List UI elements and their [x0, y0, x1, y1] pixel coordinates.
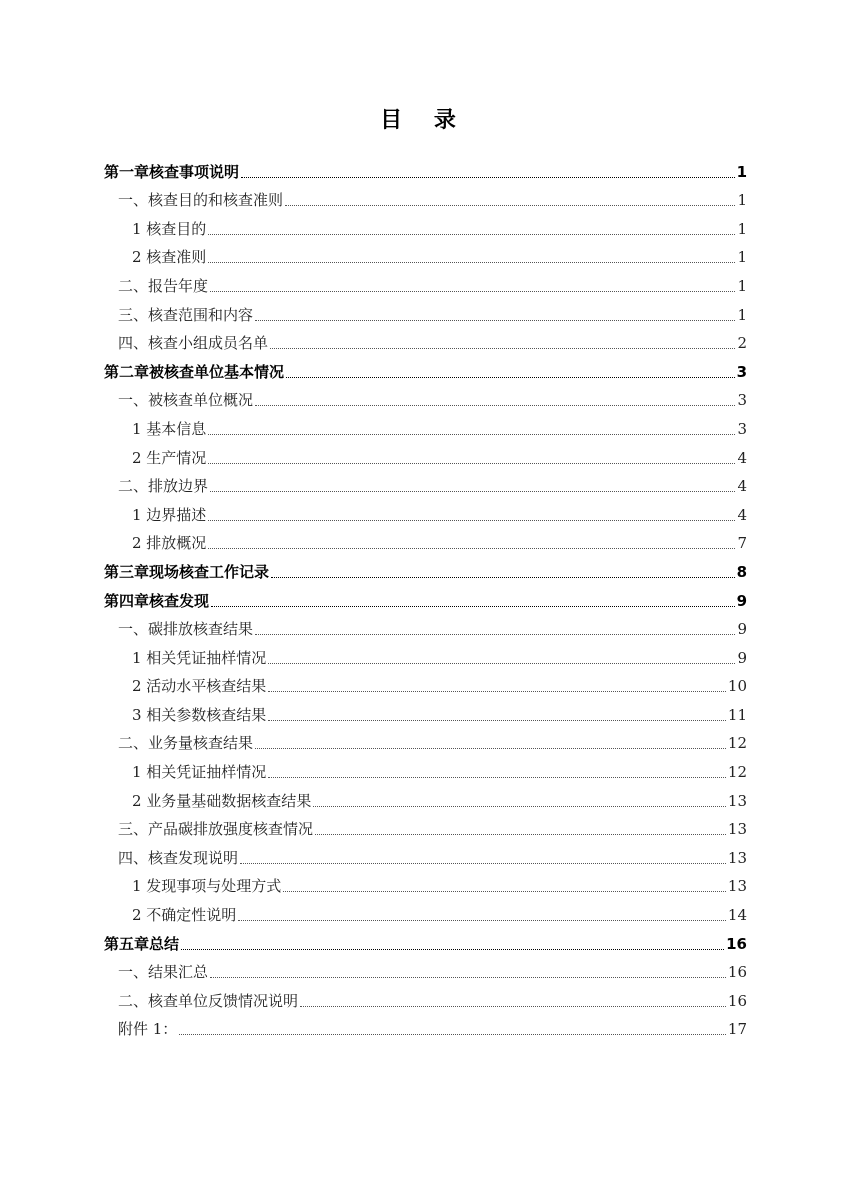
toc-page-number: 16 — [727, 963, 747, 982]
toc-entry[interactable] — [104, 925, 747, 954]
toc-leader-dots — [268, 662, 735, 664]
toc-entry-text: 四、核查小组成员名单 — [118, 334, 269, 353]
toc-page-number: 1 — [737, 248, 747, 267]
toc-leader-dots — [240, 862, 726, 864]
toc-entry[interactable] — [104, 696, 747, 725]
toc-page-number: 10 — [727, 677, 747, 696]
toc-leader-dots — [271, 576, 735, 578]
toc-page-number: 4 — [737, 505, 747, 524]
toc-entry-text: 一、被核查单位概况 — [118, 391, 254, 410]
toc-entry-text: 第二章被核查单位基本情况 — [104, 362, 285, 381]
table-of-contents — [104, 153, 747, 1039]
toc-leader-dots — [255, 319, 735, 321]
toc-leader-dots — [283, 890, 726, 892]
toc-entry[interactable] — [104, 868, 747, 897]
toc-leader-dots — [210, 490, 735, 492]
toc-entry[interactable] — [104, 553, 747, 582]
toc-page-number: 9 — [737, 620, 747, 639]
toc-entry-text: 第三章现场核查工作记录 — [104, 562, 270, 581]
toc-entry[interactable] — [104, 639, 747, 668]
toc-entry[interactable] — [104, 325, 747, 354]
toc-leader-dots — [268, 690, 726, 692]
toc-leader-dots — [210, 290, 735, 292]
toc-entry[interactable] — [104, 267, 747, 296]
toc-page-number: 1 — [737, 305, 747, 324]
toc-entry[interactable] — [104, 153, 747, 182]
toc-entry-text: 二、业务量核查结果 — [118, 734, 254, 753]
toc-entry[interactable] — [104, 753, 747, 782]
toc-entry-text: 2 生产情况 — [132, 448, 207, 467]
toc-entry[interactable] — [104, 725, 747, 754]
toc-entry[interactable] — [104, 410, 747, 439]
toc-page-number: 16 — [726, 934, 747, 953]
toc-entry[interactable] — [104, 982, 747, 1011]
toc-leader-dots — [211, 605, 735, 607]
toc-entry-text: 一、碳排放核查结果 — [118, 620, 254, 639]
toc-entry[interactable] — [104, 839, 747, 868]
toc-entry-text: 2 活动水平核查结果 — [132, 677, 267, 696]
toc-entry-text: 二、排放边界 — [118, 477, 209, 496]
toc-entry[interactable] — [104, 896, 747, 925]
toc-entry[interactable] — [104, 182, 747, 211]
toc-page-number: 1 — [736, 162, 747, 181]
toc-entry[interactable] — [104, 210, 747, 239]
toc-entry-text: 1 发现事项与处理方式 — [132, 877, 282, 896]
toc-leader-dots — [208, 433, 735, 435]
toc-page-number: 3 — [737, 391, 747, 410]
toc-leader-dots — [238, 919, 726, 921]
toc-page-number: 16 — [727, 991, 747, 1010]
toc-entry-text: 二、报告年度 — [118, 276, 209, 295]
toc-leader-dots — [208, 519, 735, 521]
toc-leader-dots — [208, 261, 735, 263]
toc-entry[interactable] — [104, 582, 747, 611]
toc-entry-text: 1 基本信息 — [132, 419, 207, 438]
toc-leader-dots — [255, 747, 726, 749]
toc-entry[interactable] — [104, 439, 747, 468]
toc-leader-dots — [313, 805, 726, 807]
toc-entry[interactable] — [104, 239, 747, 268]
toc-leader-dots — [315, 833, 726, 835]
toc-entry-text: 2 排放概况 — [132, 534, 207, 553]
toc-entry-text: 2 业务量基础数据核查结果 — [132, 791, 312, 810]
toc-leader-dots — [208, 233, 735, 235]
toc-entry[interactable] — [104, 668, 747, 697]
toc-entry-text: 第一章核查事项说明 — [104, 162, 240, 181]
toc-leader-dots — [285, 204, 735, 206]
toc-leader-dots — [268, 776, 726, 778]
toc-entry[interactable] — [104, 611, 747, 640]
toc-page-number: 9 — [737, 648, 747, 667]
toc-entry-text: 2 核查准则 — [132, 248, 207, 267]
toc-entry-text: 3 相关参数核查结果 — [132, 705, 267, 724]
toc-leader-dots — [286, 376, 735, 378]
toc-entry[interactable] — [104, 811, 747, 840]
toc-entry-text: 1 边界描述 — [132, 505, 207, 524]
toc-entry-text: 第五章总结 — [104, 934, 180, 953]
toc-leader-dots — [208, 462, 735, 464]
toc-page-number: 17 — [727, 1020, 747, 1039]
toc-leader-dots — [210, 976, 726, 978]
toc-page-number: 2 — [737, 334, 747, 353]
toc-entry[interactable] — [104, 496, 747, 525]
toc-leader-dots — [268, 719, 726, 721]
toc-page-number: 3 — [737, 419, 747, 438]
toc-page-number: 13 — [727, 877, 747, 896]
toc-title: 目 录 — [380, 108, 468, 133]
toc-entry-text: 附件 1： — [118, 1020, 178, 1039]
toc-entry-text: 三、产品碳排放强度核查情况 — [118, 820, 314, 839]
toc-entry[interactable] — [104, 353, 747, 382]
toc-page-number: 9 — [736, 591, 747, 610]
toc-leader-dots — [255, 633, 735, 635]
toc-page-number: 4 — [737, 448, 747, 467]
toc-page-number: 11 — [727, 705, 747, 724]
toc-entry-text: 三、核查范围和内容 — [118, 305, 254, 324]
toc-page-number: 13 — [727, 848, 747, 867]
toc-page-number: 3 — [736, 362, 747, 381]
toc-page-number: 12 — [727, 763, 747, 782]
toc-entry[interactable] — [104, 782, 747, 811]
toc-entry-text: 1 核查目的 — [132, 219, 207, 238]
toc-page-number: 14 — [727, 906, 747, 925]
toc-leader-dots — [179, 1033, 726, 1035]
toc-entry-text: 二、核查单位反馈情况说明 — [118, 991, 299, 1010]
toc-entry[interactable] — [104, 525, 747, 554]
toc-page-number: 13 — [727, 791, 747, 810]
toc-entry-text: 第四章核查发现 — [104, 591, 210, 610]
toc-page-number: 1 — [737, 219, 747, 238]
toc-page-number: 1 — [737, 276, 747, 295]
toc-page-number: 12 — [727, 734, 747, 753]
toc-page-number: 4 — [737, 477, 747, 496]
toc-entry-text: 四、核查发现说明 — [118, 848, 239, 867]
toc-entry[interactable] — [104, 954, 747, 983]
toc-page-number: 7 — [737, 534, 747, 553]
toc-entry[interactable] — [104, 468, 747, 497]
toc-page-number: 13 — [727, 820, 747, 839]
toc-page-number: 8 — [736, 562, 747, 581]
toc-entry-text: 一、结果汇总 — [118, 963, 209, 982]
toc-leader-dots — [255, 404, 735, 406]
toc-entry[interactable] — [104, 296, 747, 325]
toc-leader-dots — [300, 1005, 726, 1007]
toc-leader-dots — [181, 948, 724, 950]
toc-entry[interactable] — [104, 382, 747, 411]
toc-leader-dots — [241, 176, 735, 178]
toc-entry-text: 1 相关凭证抽样情况 — [132, 763, 267, 782]
toc-leader-dots — [208, 547, 735, 549]
toc-page-number: 1 — [737, 191, 747, 210]
toc-entry-text: 一、核查目的和核查准则 — [118, 191, 284, 210]
toc-entry[interactable] — [104, 1011, 747, 1040]
toc-entry-text: 2 不确定性说明 — [132, 906, 237, 925]
toc-leader-dots — [270, 347, 735, 349]
toc-entry-text: 1 相关凭证抽样情况 — [132, 648, 267, 667]
